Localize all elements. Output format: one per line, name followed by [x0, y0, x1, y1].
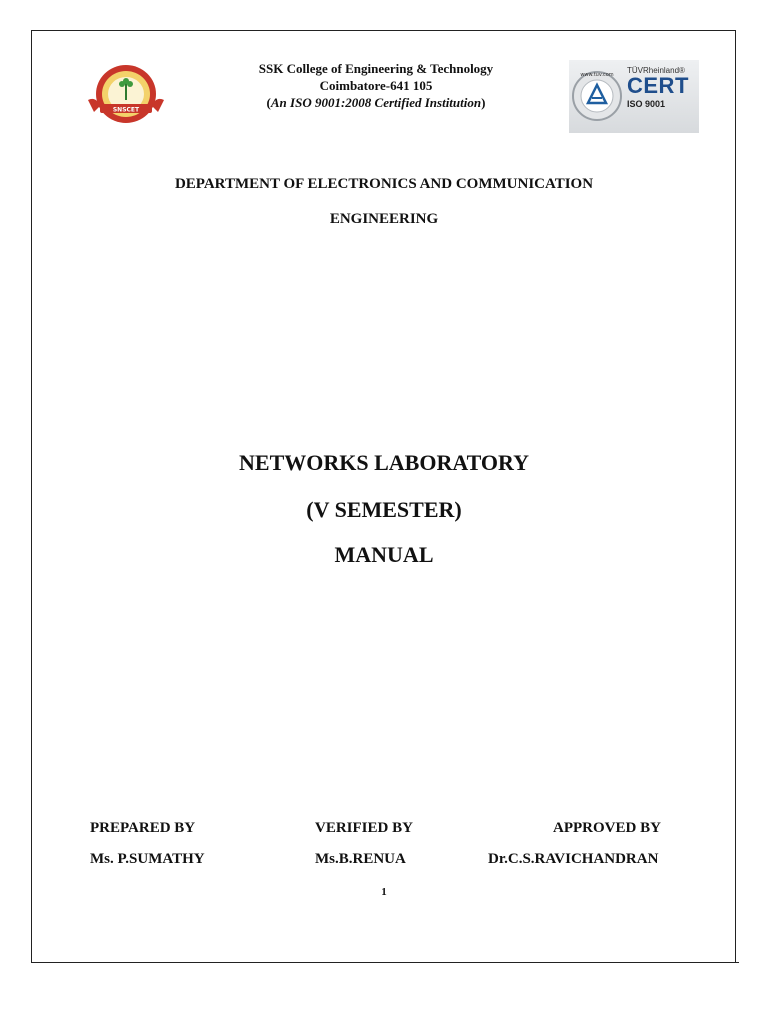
tuv-cert-label: CERT [627, 73, 689, 98]
page-number: 1 [381, 886, 387, 898]
college-header [200, 60, 552, 111]
tuv-cert-logo [569, 60, 699, 133]
manual-label: MANUAL [334, 542, 434, 567]
manual-semester: (V SEMESTER) [306, 497, 462, 522]
college-certification: (An ISO 9001:2008 Certified Institution) [266, 95, 486, 110]
college-logo-text: SNSCET [112, 106, 140, 114]
approved-by-label: APPROVED BY [553, 820, 661, 836]
verified-by-name: Ms.B.RENUA [315, 851, 406, 867]
tuv-brand: TÜVRheinland® [627, 66, 685, 75]
verified-by-label: VERIFIED BY [315, 820, 413, 836]
prepared-by-name: Ms. P.SUMATHY [90, 851, 205, 867]
department-line-2: ENGINEERING [329, 211, 439, 227]
prepared-by-label: PREPARED BY [90, 820, 196, 836]
manual-title: NETWORKS LABORATORY [239, 450, 529, 475]
college-location: Coimbatore-641 105 [319, 78, 433, 93]
department-line-1: DEPARTMENT OF ELECTRONICS AND COMMUNICATION [174, 176, 594, 192]
college-logo [86, 62, 166, 128]
bottom-rule [31, 962, 739, 963]
approved-by-name: Dr.C.S.RAVICHANDRAN [488, 851, 659, 867]
tuv-iso-label: ISO 9001 [627, 99, 666, 109]
college-name: SSK College of Engineering & Technology [258, 61, 494, 76]
tuv-ring-text: www.tuv.com [580, 72, 614, 78]
